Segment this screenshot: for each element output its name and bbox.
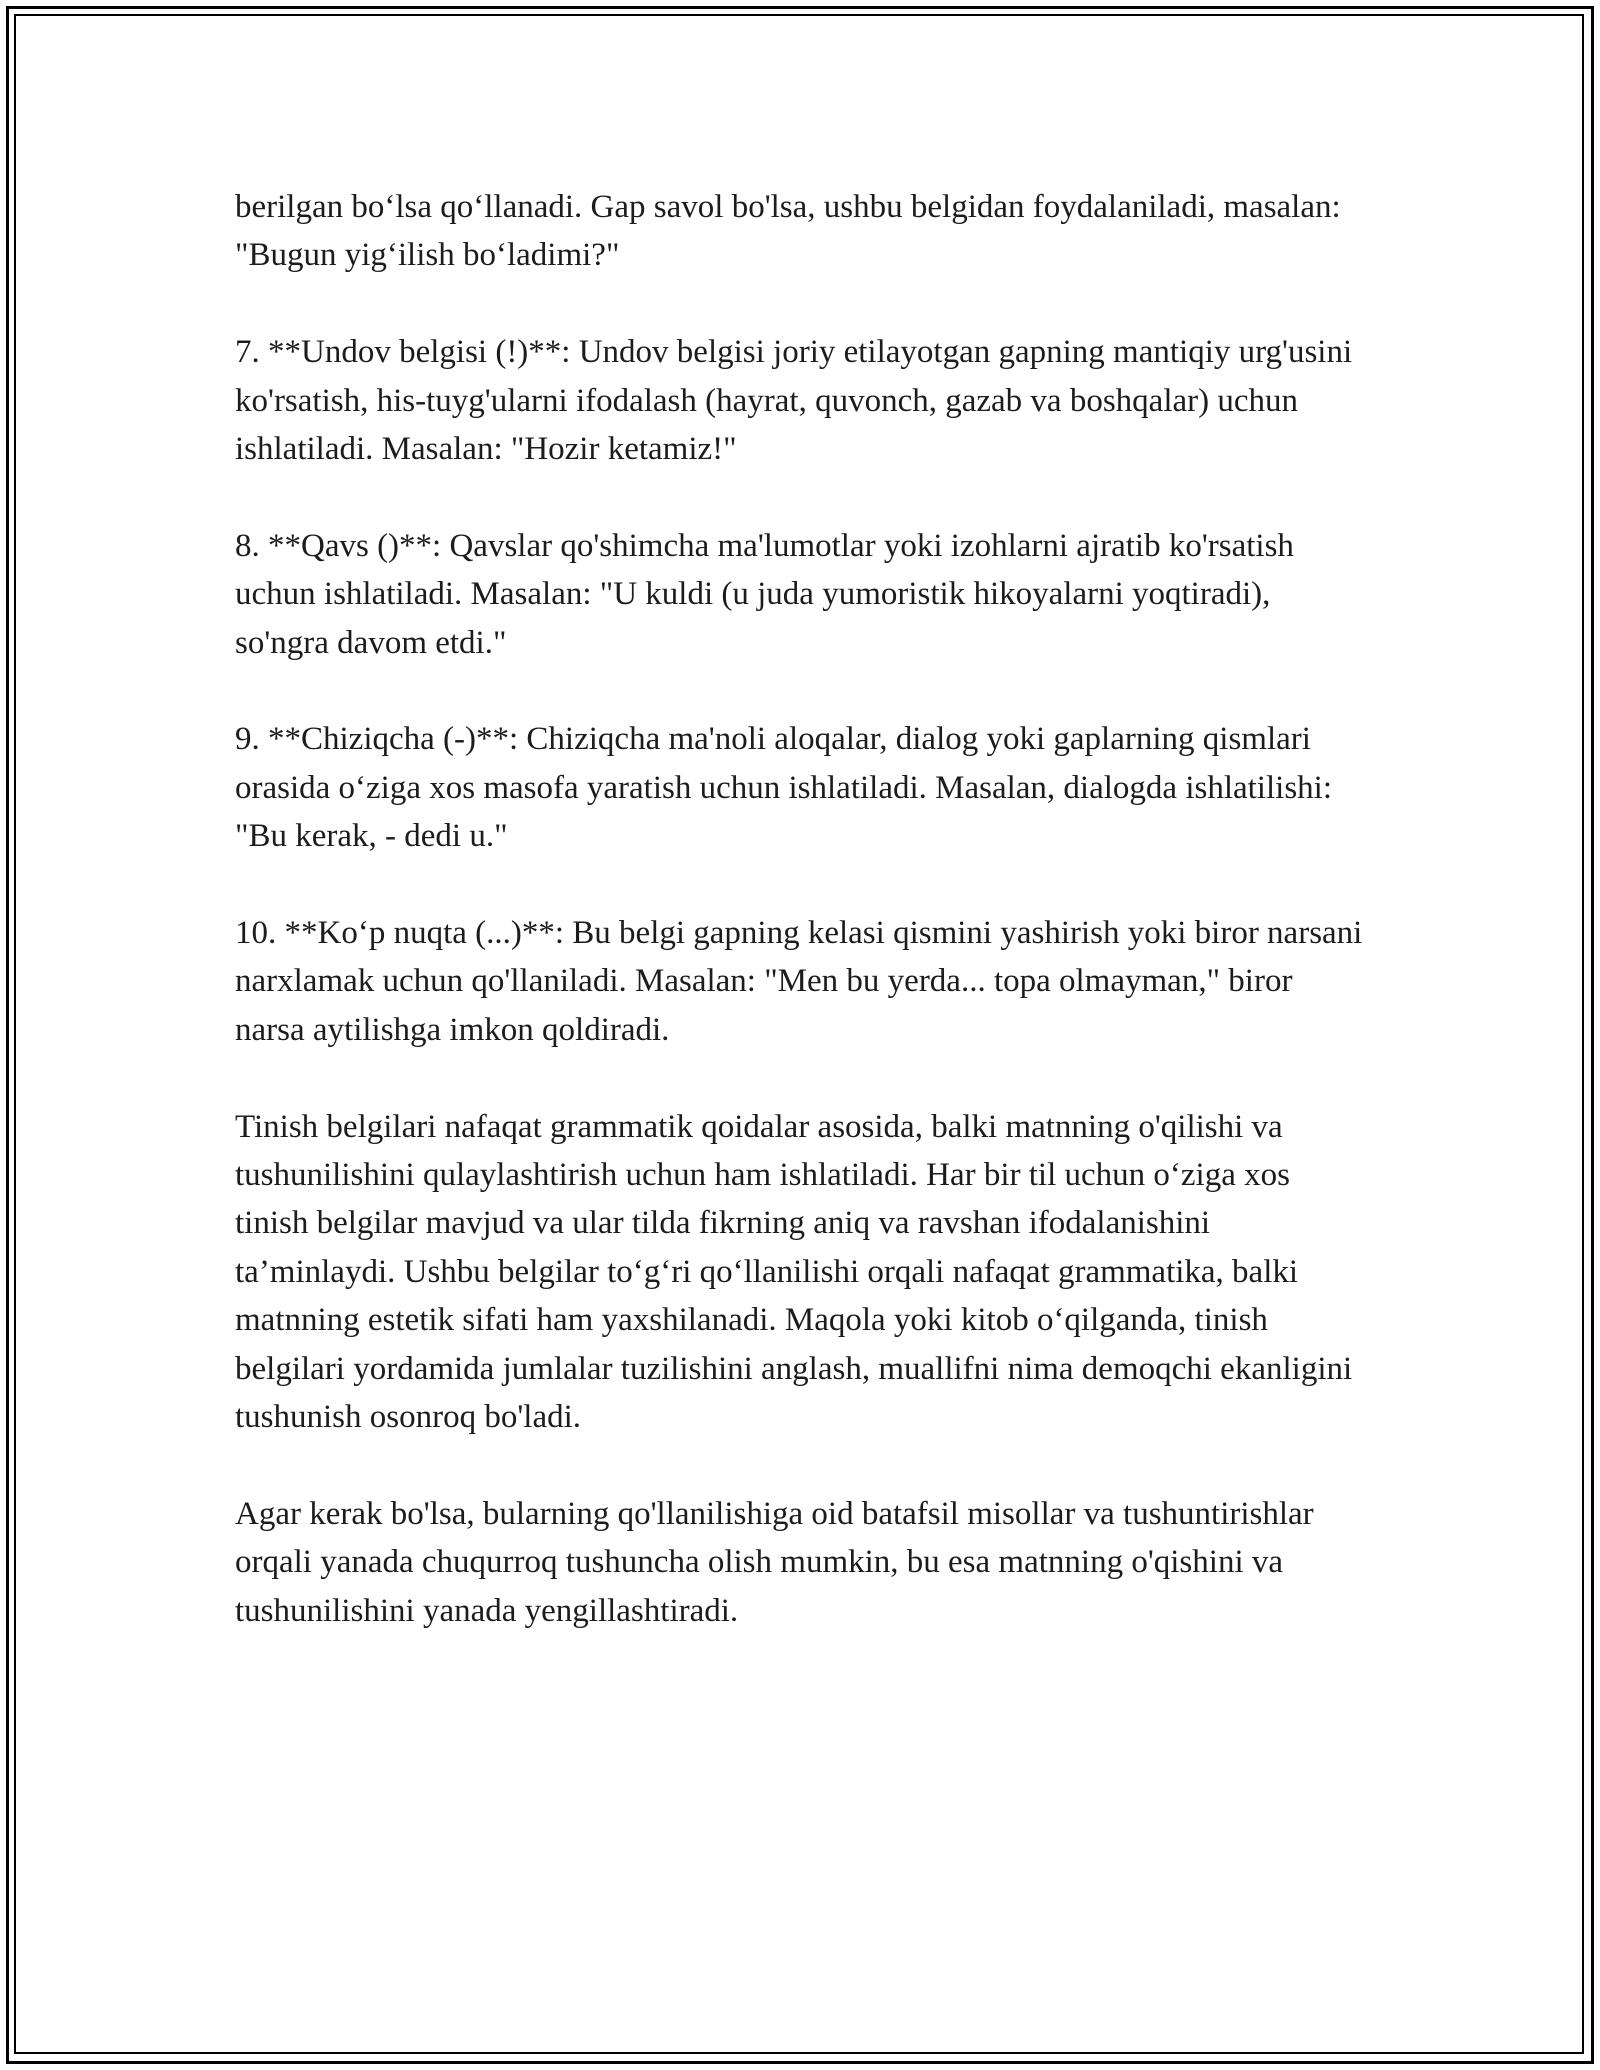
paragraph-question-mark-continuation: berilgan bo‘lsa qo‘llanadi. Gap savol bo'lsa, ushbu belgidan foydalaniladi, masalan: "Bugun yig‘ilish bo‘ladimi?": [235, 189, 1341, 274]
paragraph-conclusion: Agar kerak bo'lsa, bularning qo'llanilishiga oid batafsil misollar va tushuntirishlar orqali yanada chuqurroq tushuncha olish mumkin, bu esa matnning o'qishini va tushunilishini yanada yengillashtiradi.: [235, 1495, 1314, 1629]
paragraph-exclamation-mark: 7. **Undov belgisi (!)**: Undov belgisi joriy etilayotgan gapning mantiqiy urg'usini ko'rsatish, his-tuyg'ularni ifodalash (hayrat, quvonch, gazab va boshqalar) uchun ishlatiladi. Masalan: "Hozir ketamiz!": [235, 334, 1353, 468]
paragraph-ellipsis: 10. **Ko‘p nuqta (...)**: Bu belgi gapning kelasi qismini yashirish yoki biror narsani narxlamak uchun qo'llaniladi. Masalan: "Men bu yerda... topa olmayman," biror narsa aytilishga imkon qoldiradi.: [235, 915, 1363, 1048]
paragraph-parentheses: 8. **Qavs ()**: Qavslar qo'shimcha ma'lumotlar yoki izohlarni ajratib ko'rsatish uchun ishlatiladi. Masalan: "U kuldi (u juda yumoristik hikoyalarni yoqtiradi), so'ngra davom etdi.": [235, 527, 1294, 661]
paragraph-summary: Tinish belgilari nafaqat grammatik qoidalar asosida, balki matnning o'qilishi va tushunilishini qulaylashtirish uchun ham ishlatiladi. Har bir til uchun o‘ziga xos tinish belgilar mavjud va ular tilda fikrning aniq va ravshan ifodalanishini ta’minlaydi. Ushbu belgilar to‘g‘ri qo‘llanilishi orqali nafaqat grammatika, balki matnning estetik sifati ham yaxshilanadi. Maqola yoki kitob o‘qilganda, tinish belgilari yordamida jumlalar tuzilishini anglash, muallifni nima demoqchi ekanligini tushunish osonroq bo'ladi.: [235, 1108, 1353, 1436]
paragraph-dash: 9. **Chiziqcha (-)**: Chiziqcha ma'noli aloqalar, dialog yoki gaplarning qismlari orasida o‘ziga xos masofa yaratish uchun ishlatiladi. Masalan, dialogda ishlatilishi: "Bu kerak, - dedi u.": [235, 721, 1332, 855]
document-body: [235, 183, 1365, 1635]
